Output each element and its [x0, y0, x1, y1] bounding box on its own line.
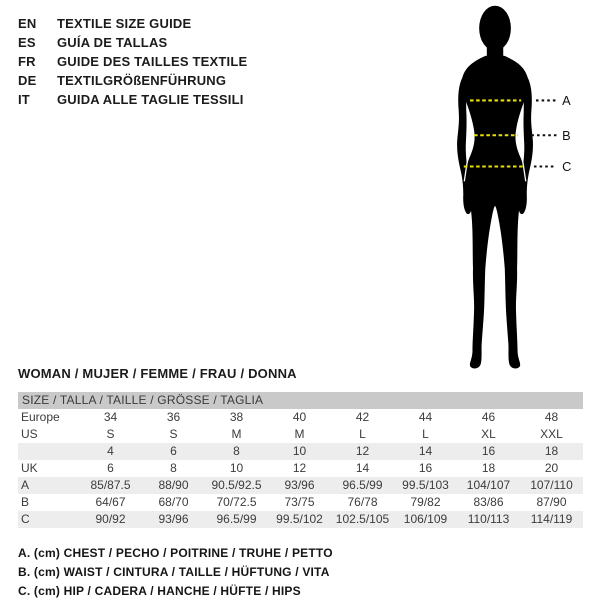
language-label: GUIDE DES TAILLES TEXTILE — [57, 54, 248, 69]
table-cell: M — [294, 427, 305, 441]
legend-chest: A. (cm) CHEST / PECHO / POITRINE / TRUHE / PETTO — [18, 546, 333, 560]
table-cell: 4 — [107, 444, 114, 458]
table-cell: 96.5/99 — [216, 512, 257, 526]
table-row — [18, 409, 583, 426]
table-row — [18, 494, 583, 511]
row-label: A — [21, 478, 30, 492]
row-label — [18, 443, 79, 460]
legend-waist: B. (cm) WAIST / CINTURA / TAILLE / HÜFTUNG / VITA — [18, 565, 330, 579]
table-cell: 70/72.5 — [216, 495, 257, 509]
table-cell: 12 — [355, 444, 370, 458]
table-cell: 110/113 — [467, 512, 510, 526]
table-cell: S — [106, 427, 115, 441]
table-row — [18, 426, 583, 443]
table-cell: 48 — [544, 410, 559, 424]
language-row — [18, 14, 247, 33]
table-cell: 46 — [481, 410, 496, 424]
table-cell: 36 — [166, 410, 181, 424]
table-cell: 40 — [292, 410, 307, 424]
woman-silhouette — [457, 6, 533, 369]
table-cell: 44 — [418, 410, 433, 424]
table-cell: 107/110 — [530, 478, 573, 492]
language-row — [18, 52, 247, 71]
table-cell: L — [359, 427, 366, 441]
table-cell: 16 — [418, 461, 433, 475]
language-code: ES — [18, 35, 36, 50]
hip-label: C — [562, 159, 572, 175]
table-cell: 6 — [170, 444, 177, 458]
table-cell: 38 — [229, 410, 244, 424]
table-cell: 18 — [481, 461, 496, 475]
table-cell: 96.5/99 — [342, 478, 383, 492]
language-row — [18, 71, 247, 90]
table-cell: 104/107 — [466, 478, 511, 492]
table-cell: 8 — [233, 444, 240, 458]
table-cell: 93/96 — [158, 512, 189, 526]
table-cell: 76/78 — [347, 495, 378, 509]
row-label: US — [21, 427, 38, 441]
table-cell: 106/109 — [403, 512, 448, 526]
table-cell: 87/90 — [536, 495, 567, 509]
language-code: FR — [18, 54, 36, 69]
legend-hip: C. (cm) HIP / CADERA / HANCHE / HÜFTE / HIPS — [18, 584, 301, 598]
gender-title: WOMAN / MUJER / FEMME / FRAU / DONNA — [18, 366, 297, 381]
table-cell: M — [231, 427, 242, 441]
table-cell: 99.5/103 — [402, 478, 449, 492]
row-label: B — [21, 495, 30, 509]
table-cell: 93/96 — [284, 478, 315, 492]
table-cell: 8 — [170, 461, 177, 475]
table-cell: 42 — [355, 410, 370, 424]
table-cell: 20 — [544, 461, 559, 475]
table-cell: 10 — [229, 461, 244, 475]
table-cell: 10 — [292, 444, 307, 458]
table-cell: L — [422, 427, 429, 441]
table-cell: XXL — [540, 427, 563, 441]
language-code: IT — [18, 92, 30, 107]
size-table-rows — [18, 409, 583, 528]
size-table — [18, 392, 583, 528]
language-row — [18, 33, 247, 52]
table-cell: 64/67 — [95, 495, 126, 509]
table-row — [18, 460, 583, 477]
table-cell: 88/90 — [158, 478, 189, 492]
table-row — [18, 443, 583, 460]
table-cell: XL — [481, 427, 496, 441]
chest-label: A — [562, 93, 571, 109]
language-label: GUÍA DE TALLAS — [57, 35, 168, 50]
table-cell: 73/75 — [284, 495, 315, 509]
table-cell: 14 — [418, 444, 433, 458]
table-cell: 85/87.5 — [90, 478, 131, 492]
language-label: GUIDA ALLE TAGLIE TESSILI — [57, 92, 244, 107]
table-cell: 68/70 — [158, 495, 189, 509]
row-label: Europe — [21, 410, 60, 424]
table-row — [18, 477, 583, 494]
table-row — [18, 511, 583, 528]
table-cell: 6 — [107, 461, 114, 475]
table-cell: 102.5/105 — [335, 512, 390, 526]
table-cell: 14 — [355, 461, 370, 475]
language-code: EN — [18, 16, 37, 31]
size-table-header: SIZE / TALLA / TAILLE / GRÖSSE / TAGLIA — [18, 392, 583, 409]
table-cell: 34 — [103, 410, 118, 424]
table-cell: 90/92 — [95, 512, 126, 526]
row-label: C — [21, 512, 30, 526]
language-row — [18, 90, 247, 109]
table-cell: 79/82 — [410, 495, 441, 509]
waist-label: B — [562, 127, 571, 143]
table-cell: 114/119 — [530, 512, 573, 526]
language-label: TEXTILGRÖßENFÜHRUNG — [57, 73, 227, 88]
table-cell: 18 — [544, 444, 559, 458]
woman-silhouette-figure — [430, 4, 600, 373]
row-label: UK — [21, 461, 38, 475]
table-cell: S — [169, 427, 178, 441]
table-cell: 16 — [481, 444, 496, 458]
table-cell: 99.5/102 — [276, 512, 323, 526]
table-cell: 83/86 — [473, 495, 504, 509]
table-cell: 90.5/92.5 — [211, 478, 262, 492]
measurement-legend — [18, 544, 333, 600]
language-code: DE — [18, 73, 37, 88]
language-label: TEXTILE SIZE GUIDE — [57, 16, 192, 31]
table-cell: 12 — [292, 461, 307, 475]
language-guide-list — [18, 14, 247, 109]
